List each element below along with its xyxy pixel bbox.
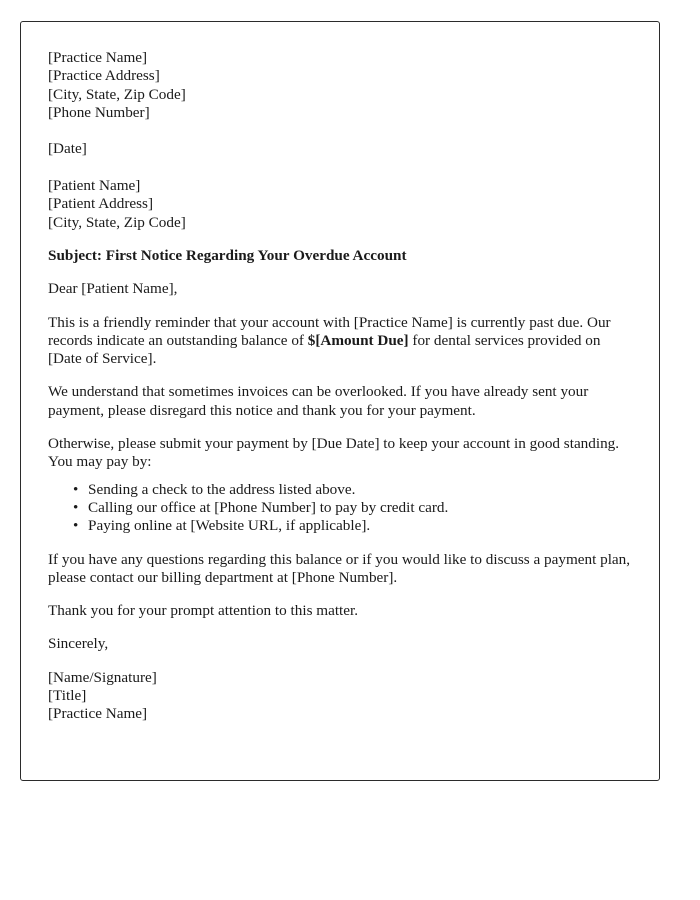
block-spacer xyxy=(48,159,631,177)
payment-option-label: Calling our office at [Phone Number] to pay by credit card. xyxy=(88,498,449,516)
list-item xyxy=(48,517,631,535)
paragraph-thank-you: Thank you for your prompt attention to this matter. xyxy=(48,602,359,620)
letter-content xyxy=(48,49,631,724)
amount-due-value: $[Amount Due] xyxy=(307,331,409,349)
document-page-frame xyxy=(20,21,660,781)
paragraph-balance-notice xyxy=(48,299,631,369)
sender-phone-number: [Phone Number] xyxy=(48,103,150,121)
paragraph-1-trailing-text: for dental services provided on [Date of Service]. xyxy=(48,331,601,368)
paragraph-billing-contact: If you have any questions regarding this balance or if you would like to discuss a payment plan, please contact our billing department at [Phone Number]. xyxy=(48,550,631,586)
sender-practice-name: [Practice Name] xyxy=(48,49,148,66)
sender-city-state-zip: [City, State, Zip Code] xyxy=(48,85,186,103)
payment-options-list xyxy=(48,472,631,536)
signature-block xyxy=(48,654,631,724)
payment-option-label: Sending a check to the address listed above. xyxy=(88,480,356,498)
bullet-icon: • xyxy=(73,480,79,498)
recipient-patient-name: [Patient Name] xyxy=(48,177,141,195)
date-line: [Date] xyxy=(48,140,87,158)
block-spacer xyxy=(48,122,631,140)
list-item xyxy=(48,481,631,499)
salutation-line: Dear [Patient Name], xyxy=(48,280,178,298)
recipient-city-state-zip: [City, State, Zip Code] xyxy=(48,213,186,231)
signature-title: [Title] xyxy=(48,687,87,705)
sender-address-block xyxy=(48,49,631,232)
signature-name: [Name/Signature] xyxy=(48,668,157,686)
subject-line: Subject: First Notice Regarding Your Overdue Account xyxy=(48,246,407,264)
signature-practice-name: [Practice Name] xyxy=(48,705,148,723)
bullet-icon: • xyxy=(73,498,79,516)
closing-line: Sincerely, xyxy=(48,635,109,653)
list-item xyxy=(48,499,631,517)
recipient-patient-address: [Patient Address] xyxy=(48,195,154,213)
paragraph-disregard-notice: We understand that sometimes invoices can be overlooked. If you have already sent your payment, please disregard this notice and thank you for your payment. xyxy=(48,383,589,419)
bullet-icon: • xyxy=(73,517,79,535)
sender-practice-address: [Practice Address] xyxy=(48,67,160,85)
payment-option-label: Paying online at [Website URL, if applicable]. xyxy=(88,517,371,535)
paragraph-payment-instructions: Otherwise, please submit your payment by [Due Date] to keep your account in good standing. You may pay by: xyxy=(48,435,620,471)
paragraph-1-lead-text: This is a friendly reminder that your account with [Practice Name] is currently past due. Our records indicate an outstanding balance of xyxy=(48,313,611,349)
